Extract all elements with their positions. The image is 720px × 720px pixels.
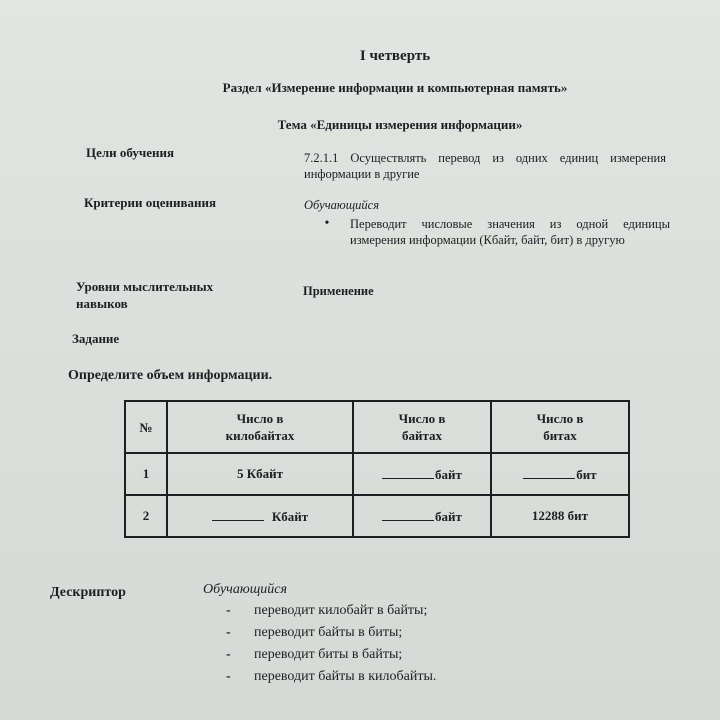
dash-icon: - bbox=[226, 669, 231, 684]
dash-icon: - bbox=[226, 603, 231, 618]
goals-label: Цели обучения bbox=[86, 145, 175, 160]
list-item: - переводит биты в байты; bbox=[226, 644, 436, 666]
bullet-dot-icon: • bbox=[324, 216, 330, 231]
row2-kb-blank[interactable] bbox=[212, 508, 264, 521]
list-item: - переводит байты в биты; bbox=[226, 622, 436, 644]
criteria-label: Критерии оценивания bbox=[84, 195, 217, 210]
task-instruction: Определите объем информации. bbox=[68, 368, 273, 383]
row1-bytes-blank[interactable] bbox=[382, 466, 434, 479]
row2-num: 2 bbox=[125, 495, 167, 537]
dash-icon: - bbox=[226, 625, 231, 640]
row1-bits: бит bbox=[491, 453, 629, 495]
table-row bbox=[125, 495, 629, 537]
row1-kb: 5 Кбайт bbox=[167, 453, 353, 495]
row1-bits-blank[interactable] bbox=[523, 466, 575, 479]
levels-value: Применение bbox=[303, 284, 374, 298]
dash-icon: - bbox=[226, 647, 231, 662]
row2-kb: Кбайт bbox=[167, 495, 353, 537]
section-title: Раздел «Измерение информации и компьютерная память» bbox=[222, 80, 568, 95]
quarter-title: I четверть bbox=[359, 48, 431, 64]
table-header-row bbox=[125, 401, 629, 453]
header-bits: Число в битах bbox=[491, 401, 629, 453]
task-label: Задание bbox=[72, 331, 120, 346]
criteria-bullet-row bbox=[304, 216, 670, 248]
criteria-learner: Обучающийся bbox=[304, 198, 380, 212]
row2-bits: 12288 бит bbox=[491, 495, 629, 537]
row1-bytes: байт bbox=[353, 453, 491, 495]
row1-num: 1 bbox=[125, 453, 167, 495]
row2-bytes: байт bbox=[353, 495, 491, 537]
list-item: - переводит килобайт в байты; bbox=[226, 600, 436, 622]
info-table bbox=[124, 400, 630, 538]
descriptor-list bbox=[226, 600, 436, 688]
topic-title: Тема «Единицы измерения информации» bbox=[277, 117, 523, 132]
levels-label: Уровни мыслительных навыков bbox=[76, 279, 214, 311]
criteria-bullet-text: Переводит числовые значения из одной единицы измерения информации (Кбайт, байт, бит) в другую bbox=[350, 217, 670, 247]
list-item: - переводит байты в килобайты. bbox=[226, 666, 436, 688]
header-bytes: Число в байтах bbox=[353, 401, 491, 453]
table-row bbox=[125, 453, 629, 495]
criteria-value bbox=[304, 197, 670, 248]
descriptor-label: Дескриптор bbox=[50, 585, 126, 600]
descriptor-learner: Обучающийся bbox=[203, 582, 288, 597]
row2-bytes-blank[interactable] bbox=[382, 508, 434, 521]
header-kb: Число в килобайтах bbox=[167, 401, 353, 453]
goals-value: 7.2.1.1 Осуществлять перевод из одних единиц измерения информации в другие bbox=[304, 151, 666, 181]
header-num: № bbox=[125, 401, 167, 453]
